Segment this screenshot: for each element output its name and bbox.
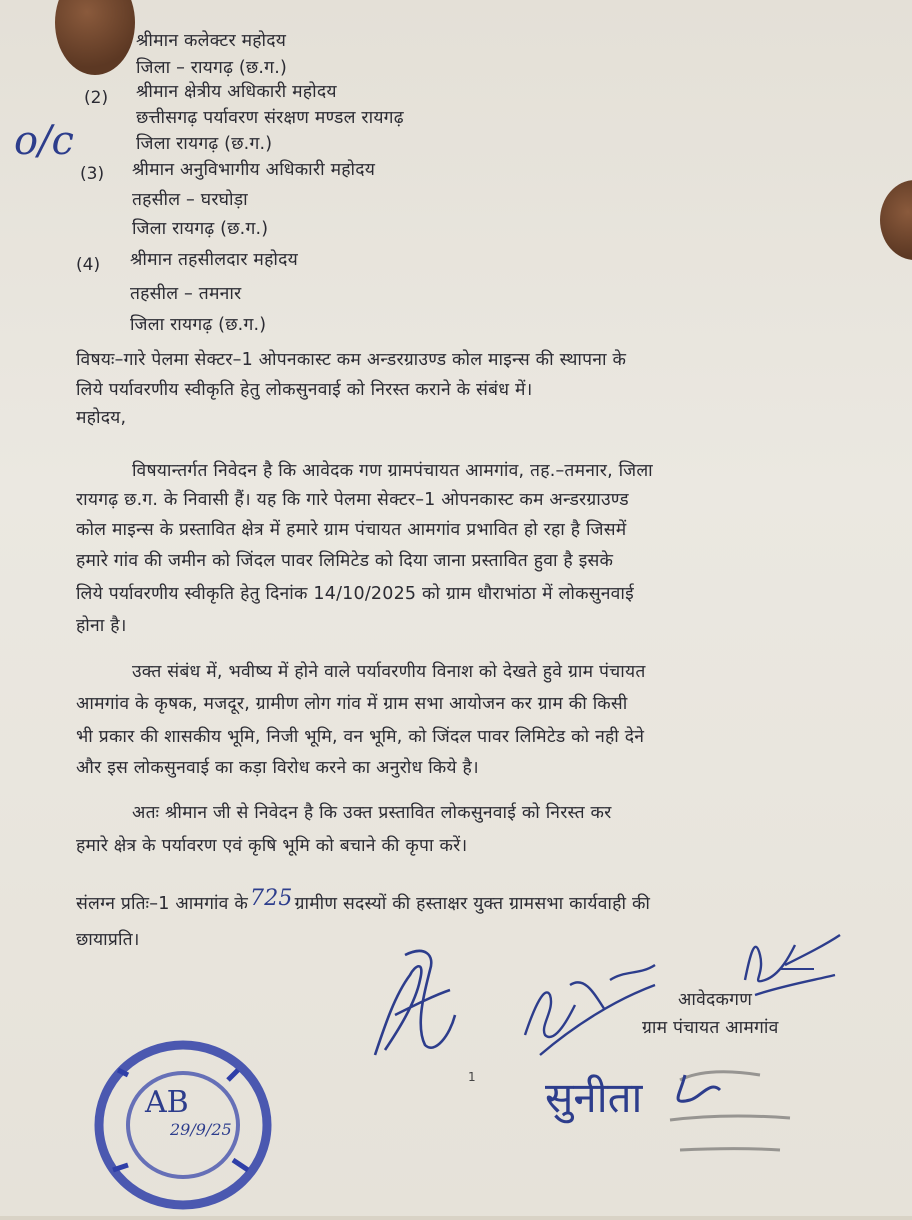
para1-line-4: हमारे गांव की जमीन को जिंदल पावर लिमिटेड को दिया जाना प्रस्तावित हुवा है इसके [76, 551, 614, 571]
seal-date: 29/9/25 [170, 1120, 232, 1139]
para2-line-2: आमगांव के कृषक, मजदूर, ग्रामीण लोग गांव में ग्राम सभा आयोजन कर ग्राम की किसी [76, 694, 628, 714]
enclosure-suffix: ग्रामीण सदस्यों की हस्ताक्षर युक्त ग्रामसभा कार्यवाही की [294, 894, 651, 914]
addressee-2-line-1: श्रीमान क्षेत्रीय अधिकारी महोदय [136, 82, 337, 102]
para2-line-4: और इस लोकसुनवाई का कड़ा विरोध करने का अनुरोध किये है। [76, 758, 479, 778]
para3-line-2: हमारे क्षेत्र के पर्यावरण एवं कृषि भूमि को बचाने की कृपा करें। [76, 836, 468, 856]
left-thumb [55, 0, 135, 75]
addressee-2-line-2: छत्तीसगढ़ पर्यावरण संरक्षण मण्डल रायगढ़ [136, 108, 404, 128]
enclosure-count-handwritten: 725 [250, 886, 293, 911]
enclosure-line-2: छायाप्रति। [76, 930, 140, 950]
addressee-4-line-3: जिला रायगढ़ (छ.ग.) [130, 315, 267, 335]
page-number-mark: 1 [468, 1070, 476, 1084]
para1-line-1: विषयान्तर्गत निवेदन है कि आवेदक गण ग्रामपंचायत आमगांव, तह.–तमनार, जिला [132, 461, 653, 481]
para1-line-6: होना है। [76, 616, 127, 636]
signature-center-left [355, 935, 475, 1075]
addressee-4-line-1: श्रीमान तहसीलदार महोदय [130, 250, 298, 270]
addressee-3-number: (3) [80, 164, 105, 184]
para1-line-5: लिये पर्यावरणीय स्वीकृति हेतु दिनांक 14/10/2025 को ग्राम धौराभांठा में लोकसुनवाई [76, 584, 634, 604]
addressee-3-line-2: तहसील – घरघोड़ा [132, 190, 248, 210]
addressee-2-number: (2) [84, 88, 109, 108]
para3-line-1: अतः श्रीमान जी से निवेदन है कि उक्त प्रस्तावित लोकसुनवाई को निरस्त कर [132, 803, 612, 823]
addressee-4-number: (4) [76, 255, 101, 275]
para1-line-3: कोल माइन्स के प्रस्तावित क्षेत्र में हमारे ग्राम पंचायत आमगांव प्रभावित हो रहा है जिसमें [76, 520, 627, 540]
addressee-2-line-3: जिला रायगढ़ (छ.ग.) [136, 134, 273, 154]
addressee-1-line-2: जिला – रायगढ़ (छ.ग.) [136, 58, 287, 78]
enclosure-prefix: संलग्न प्रतिः–1 आमगांव के [76, 894, 249, 914]
sarpanch-stamp-mark [640, 1060, 810, 1170]
salutation: महोदय, [76, 408, 127, 428]
applicant-line-2: ग्राम पंचायत आमगांव [642, 1018, 779, 1038]
applicant-line-1: आवेदकगण [678, 990, 753, 1010]
para1-line-2: रायगढ़ छ.ग. के निवासी हैं। यह कि गारे पेलमा सेक्टर–1 ओपनकास्ट कम अन्डरग्राउण्ड [76, 490, 629, 510]
subject-line-1: विषयः–गारे पेलमा सेक्टर–1 ओपनकास्ट कम अन्डरग्राउण्ड कोल माइन्स की स्थापना के [76, 350, 627, 370]
addressee-3-line-3: जिला रायगढ़ (छ.ग.) [132, 219, 269, 239]
handwritten-oc-note: o/c [14, 118, 74, 164]
para2-line-1: उक्त संबंध में, भवीष्य में होने वाले पर्यावरणीय विनाश को देखते हुवे ग्राम पंचायत [132, 662, 646, 682]
addressee-3-line-1: श्रीमान अनुविभागीय अधिकारी महोदय [132, 160, 376, 180]
handwritten-name-sunita: सुनीता [545, 1073, 643, 1122]
pen-scribble-1 [780, 968, 814, 970]
right-finger [880, 180, 912, 260]
enclosure-line-1 [76, 886, 651, 914]
addressee-4-line-2: तहसील – तमनार [130, 284, 242, 304]
para2-line-3: भी प्रकार की शासकीय भूमि, निजी भूमि, वन भूमि, को जिंदल पावर लिमिटेड को नही देने [76, 727, 645, 747]
seal-initials: AB [145, 1085, 189, 1120]
subject-line-2: लिये पर्यावरणीय स्वीकृति हेतु लोकसुनवाई को निरस्त कराने के संबंध में। [76, 380, 533, 400]
addressee-1-line-1: श्रीमान कलेक्टर महोदय [136, 31, 287, 51]
signature-center [515, 955, 665, 1065]
